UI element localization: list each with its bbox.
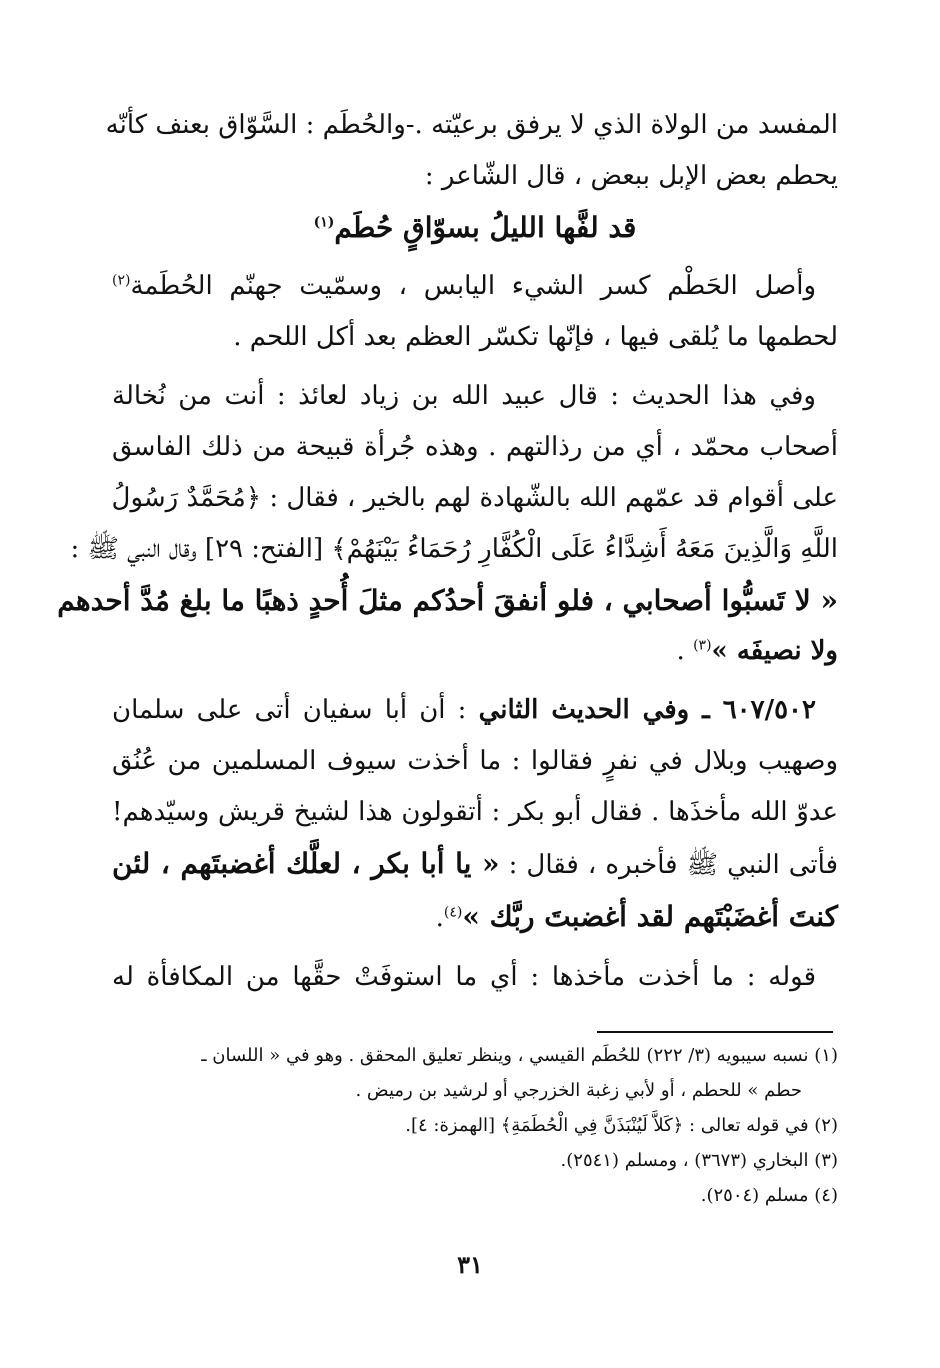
footnote-ref: (٤) xyxy=(443,904,463,921)
footnote: (١) نسبه سيبويه (٣/ ٢٢٢) للحُطَم القيسي ، وينظر تعليق المحقق . وهو في « اللسان ـ xyxy=(201,1045,838,1066)
footnote: (٢) في قوله تعالى : ﴿كَلاَّ لَيُنْبَذَنَّ فِي الْحُطَمَةِ﴾ [الهمزة: ٤]. xyxy=(405,1115,838,1136)
text-line: المفسد من الولاة الذي لا يرفق برعيّته .-والحُطَم : السَّوّاق بعنف كأنّه xyxy=(105,110,838,140)
text-line: لحطمها ما يُلقى فيها ، فإنّها تكسّر العظم بعد أكل اللحم . xyxy=(233,322,838,352)
hadith-heading-line: ٦٠٧/٥٠٢ ـ وفي الحديث الثاني : أن أبا سفيان أتى على سلمان xyxy=(112,695,816,725)
text-line: قوله : ما أخذت مأخذها : أي ما استوفَتْ حقَّها من المكافأة له xyxy=(112,962,816,992)
hadith-text-end: كنتَ أغضَبْتَهم لقد أغضبتَ ربَّك »$^{(٤)}$. xyxy=(435,900,838,933)
footnote-continuation: حطم » للحطم ، أو لأبي زغبة الخزرجي أو لرشيد بن رميض . xyxy=(355,1080,802,1101)
page-number: ٣١ xyxy=(457,1250,483,1279)
footnote-separator xyxy=(597,1031,833,1033)
text-line: على أقوام قد عمّهم الله بالشّهادة لهم بالخير ، فقال : ﴿مُحَمَّدٌ رَسُولُ xyxy=(111,483,838,513)
poem-verse: قد لفَّها الليلُ بسوّاقٍ حُطَم$^{(١)}$ xyxy=(313,211,637,244)
text-line: يحطم بعض الإبل ببعض ، قال الشّاعر : xyxy=(424,161,838,191)
footnote-ref: (٣) xyxy=(693,637,712,654)
main-text xyxy=(57,100,838,1003)
quran-verse-line: اللَّهِ وَالَّذِينَ مَعَهُ أَشِدَّاءُ عَلَى الْكُفَّارِ رُحَمَاءُ بَيْنَهُمْ﴾ [الفتح: ٢٩] وقال النبي ﷺ : xyxy=(70,534,838,564)
footnotes xyxy=(112,1038,838,1213)
footnote-ref: (٢) xyxy=(112,272,131,289)
text-line: وأصل الحَطْم كسر الشيء اليابس ، وسمّيت جهنّم الحُطَمة$^{(٢)}$ xyxy=(112,271,816,301)
hadith-text-end: ولا نصيفَه »$^{(٣)}$ . xyxy=(676,636,838,666)
text-line: أصحاب محمّد ، أي من رذالتهم . وهذه جُرأة قبيحة من ذلك الفاسق xyxy=(112,432,838,462)
text-line: فأتى النبي ﷺ فأخبره ، فقال : « يا أبا بكر ، لعلَّك أغضبتَهم ، لئن xyxy=(112,847,838,880)
footnote: (٣) البخاري (٣٦٧٣) ، ومسلم (٢٥٤١). xyxy=(560,1150,838,1171)
text-line: عدوّ الله مأخذَها . فقال أبو بكر : أتقولون هذا لشيخ قريش وسيّدهم! xyxy=(112,797,838,827)
hadith-text: « لا تَسبُّوا أصحابي ، فلو أنفقَ أحدُكم مثلَ أُحدٍ ذهبًا ما بلغ مُدَّ أحدهم xyxy=(57,584,838,617)
footnote-ref: (١) xyxy=(313,214,335,231)
text-line: وفي هذا الحديث : قال عبيد الله بن زياد لعائذ : أنت من نُخالة xyxy=(112,381,816,411)
footnote: (٤) مسلم (٢٥٠٤). xyxy=(700,1185,838,1206)
text-line: وصهيب وبلال في نفرٍ فقالوا : ما أخذت سيوف المسلمين من عُنُق xyxy=(112,746,838,776)
